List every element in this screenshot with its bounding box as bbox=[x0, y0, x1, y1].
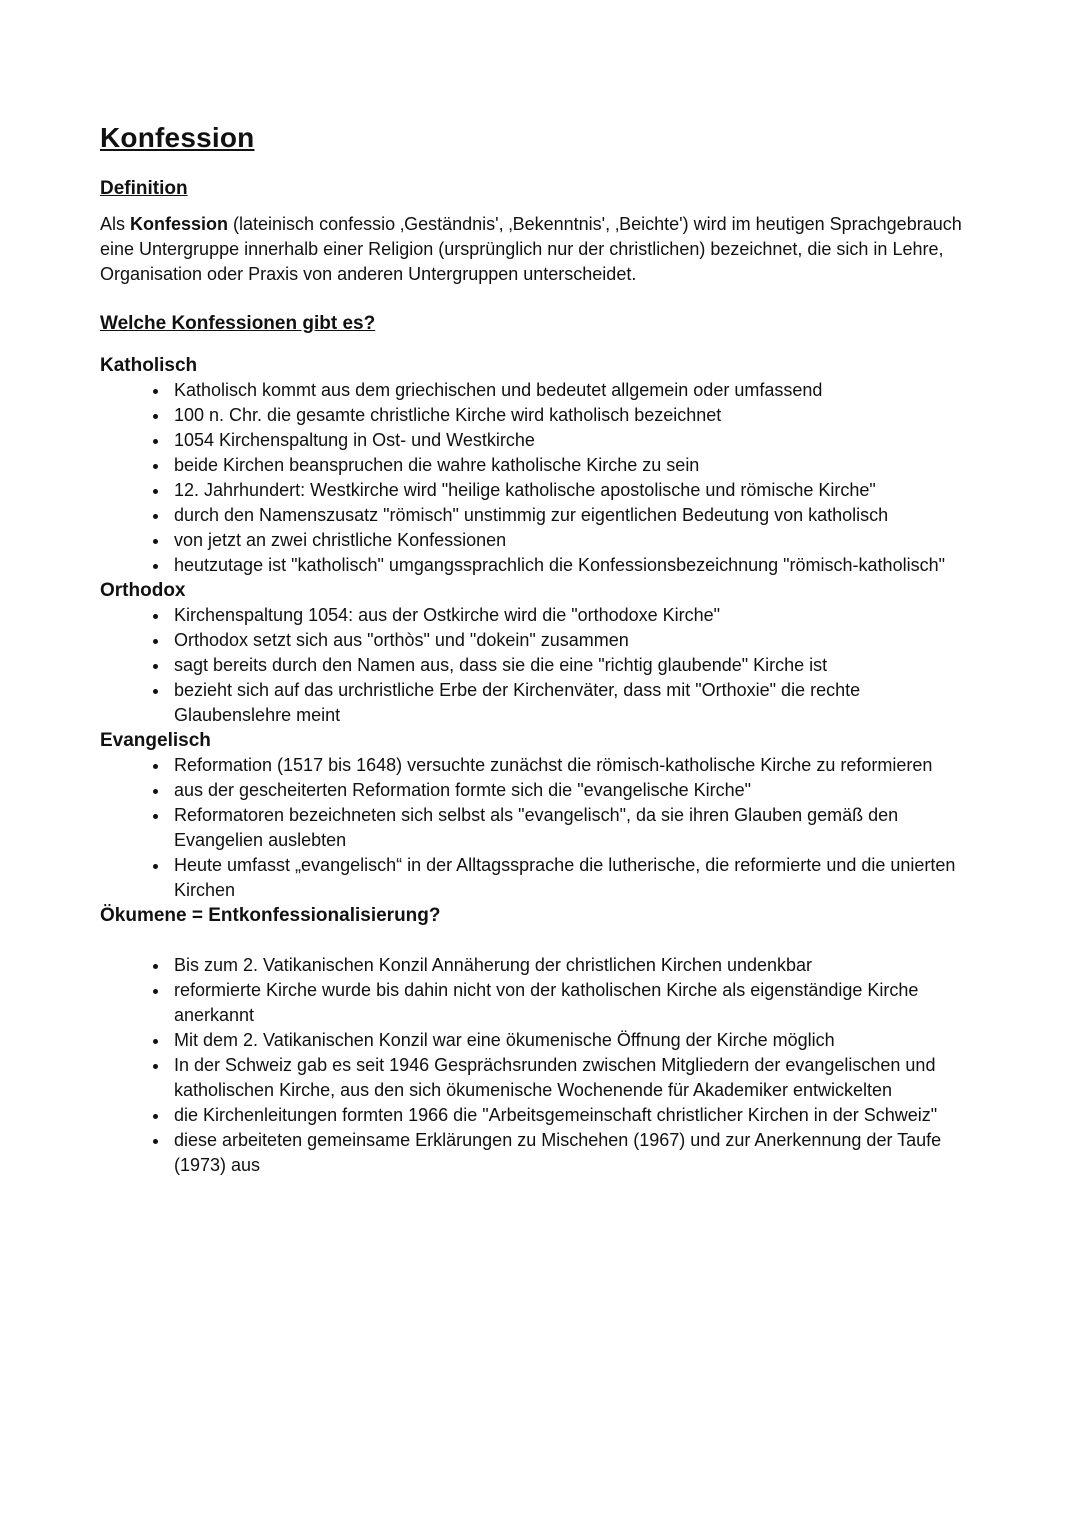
section-heading-katholisch: Katholisch bbox=[100, 355, 198, 376]
definition-heading: Definition bbox=[100, 178, 188, 199]
definition-paragraph-rest: (lateinisch confessio ‚Geständnis', ‚Bekenntnis', ‚Beichte') wird im heutigen Sprachgebrauch eine Untergruppe innerhalb einer Religion (ursprünglich nur der christlichen) bezeichnet, die sich in Lehre, Organisation oder Praxis von anderen Untergruppen unterscheidet. bbox=[100, 214, 962, 284]
bullet-list-oekumene bbox=[100, 953, 980, 1178]
list-item: • von jetzt an zwei christliche Konfessionen bbox=[170, 528, 980, 553]
list-item: • Kirchenspaltung 1054: aus der Ostkirche wird die "orthodoxe Kirche" bbox=[170, 603, 980, 628]
list-item: • Reformation (1517 bis 1648) versuchte zunächst die römisch-katholische Kirche zu reformieren bbox=[170, 753, 980, 778]
definition-paragraph bbox=[100, 212, 980, 287]
definition-paragraph-prefix: Als bbox=[100, 214, 131, 234]
list-item: • 100 n. Chr. die gesamte christliche Kirche wird katholisch bezeichnet bbox=[170, 403, 980, 428]
list-item: • Mit dem 2. Vatikanischen Konzil war eine ökumenische Öffnung der Kirche möglich bbox=[170, 1028, 980, 1053]
definition-paragraph-keyword: Konfession bbox=[130, 214, 229, 234]
list-item: • Reformatoren bezeichneten sich selbst als "evangelisch", da sie ihren Glauben gemäß den Evangelien auslebten bbox=[170, 803, 980, 853]
list-item: • die Kirchenleitungen formten 1966 die "Arbeitsgemeinschaft christlicher Kirchen in der Schweiz" bbox=[170, 1103, 980, 1128]
list-item: • Bis zum 2. Vatikanischen Konzil Annäherung der christlichen Kirchen undenkbar bbox=[170, 953, 980, 978]
list-item: • Orthodox setzt sich aus "orthòs" und "dokein" zusammen bbox=[170, 628, 980, 653]
list-item: • bezieht sich auf das urchristliche Erbe der Kirchenväter, dass mit "Orthoxie" die rechte Glaubenslehre meint bbox=[170, 678, 980, 728]
list-item: • Heute umfasst „evangelisch“ in der Alltagssprache die lutherische, die reformierte und die unierten Kirchen bbox=[170, 853, 980, 903]
bullet-list-katholisch bbox=[100, 378, 980, 578]
list-item: • sagt bereits durch den Namen aus, dass sie die eine "richtig glaubende" Kirche ist bbox=[170, 653, 980, 678]
list-item: • aus der gescheiterten Reformation formte sich die "evangelische Kirche" bbox=[170, 778, 980, 803]
list-item: • durch den Namenszusatz "römisch" unstimmig zur eigentlichen Bedeutung von katholisch bbox=[170, 503, 980, 528]
section-heading-oekumene: Ökumene = Entkonfessionalisierung? bbox=[100, 905, 441, 926]
section-heading-orthodox: Orthodox bbox=[100, 580, 186, 601]
list-item: • heutzutage ist "katholisch" umgangssprachlich die Konfessionsbezeichnung "römisch-katholisch" bbox=[170, 553, 980, 578]
list-item: • beide Kirchen beanspruchen die wahre katholische Kirche zu sein bbox=[170, 453, 980, 478]
section-heading-evangelisch: Evangelisch bbox=[100, 730, 211, 751]
bullet-list-evangelisch bbox=[100, 753, 980, 903]
list-item: • Katholisch kommt aus dem griechischen und bedeutet allgemein oder umfassend bbox=[170, 378, 980, 403]
list-item: • diese arbeiteten gemeinsame Erklärungen zu Mischehen (1967) und zur Anerkennung der Taufe (1973) aus bbox=[170, 1128, 980, 1178]
bullet-list-orthodox bbox=[100, 603, 980, 728]
list-item: • reformierte Kirche wurde bis dahin nicht von der katholischen Kirche als eigenständige Kirche anerkannt bbox=[170, 978, 980, 1028]
list-item: • In der Schweiz gab es seit 1946 Gesprächsrunden zwischen Mitgliedern der evangelischen und katholischen Kirche, aus den sich ökumenische Wochenende für Akademiker entwickelten bbox=[170, 1053, 980, 1103]
list-item: • 12. Jahrhundert: Westkirche wird "heilige katholische apostolische und römische Kirche" bbox=[170, 478, 980, 503]
page-title: Konfession bbox=[100, 122, 255, 153]
list-item: • 1054 Kirchenspaltung in Ost- und Westkirche bbox=[170, 428, 980, 453]
question-heading: Welche Konfessionen gibt es? bbox=[100, 313, 376, 334]
